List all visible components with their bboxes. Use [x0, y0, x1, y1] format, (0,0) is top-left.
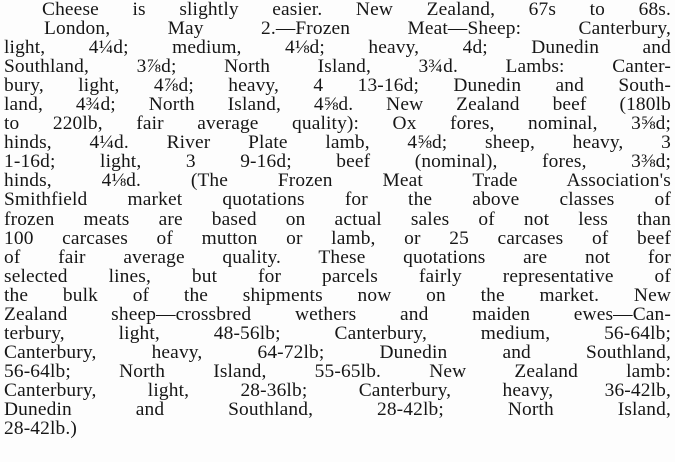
article-line: 28-42lb.) — [4, 418, 77, 440]
article-line: frozen meats are based on actual sales of not less than — [4, 208, 671, 230]
article-line: Canterbury, heavy, 64-72lb; Dunedin and Southland, — [4, 341, 671, 363]
article-line: the bulk of the shipments now on the market. New — [4, 284, 671, 306]
article-line: selected lines, but for parcels fairly representative of — [4, 265, 671, 287]
article-line: 56-64lb; North Island, 55-65lb. New Zealand lamb: — [4, 360, 671, 382]
article-line: of fair average quality. These quotations are not for — [4, 246, 671, 268]
article-line: 1-16d; light, 3 9-16d; beef (nominal), fores, 3⅜d; — [4, 151, 671, 173]
article-line: bury, light, 4⅞d; heavy, 4 13-16d; Dunedin and South- — [4, 75, 671, 97]
article-line: Canterbury, light, 28-36lb; Canterbury, heavy, 36-42lb, — [4, 379, 671, 401]
article-column — [4, 0, 671, 438]
article-line: 100 carcases of mutton or lamb, or 25 carcases of beef — [4, 227, 671, 249]
article-line: Southland, 3⅞d; North Island, 3¾d. Lambs: Canter- — [4, 56, 671, 78]
article-line: hinds, 4¼d. River Plate lamb, 4⅝d; sheep, heavy, 3 — [4, 132, 671, 154]
article-line: Smithfield market quotations for the above classes of — [4, 189, 671, 211]
article-line: hinds, 4⅛d. (The Frozen Meat Trade Association's — [4, 170, 671, 192]
article-line: Dunedin and Southland, 28-42lb; North Island, — [4, 398, 671, 420]
article-line: terbury, light, 48-56lb; Canterbury, medium, 56-64lb; — [4, 322, 671, 344]
article-line: land, 4¾d; North Island, 4⅝d. New Zealand beef (180lb — [4, 94, 671, 116]
article-line: Zealand sheep—crossbred wethers and maiden ewes—Can- — [4, 303, 671, 325]
article-line: to 220lb, fair average quality): Ox fores, nominal, 3⅝d; — [4, 113, 671, 135]
article-line: light, 4¼d; medium, 4⅛d; heavy, 4d; Dunedin and — [4, 37, 671, 59]
article-line: London, May 2.—Frozen Meat—Sheep: Canterbury, — [44, 18, 671, 40]
article-line: Cheese is slightly easier. New Zealand, 67s to 68s. — [42, 0, 671, 20]
